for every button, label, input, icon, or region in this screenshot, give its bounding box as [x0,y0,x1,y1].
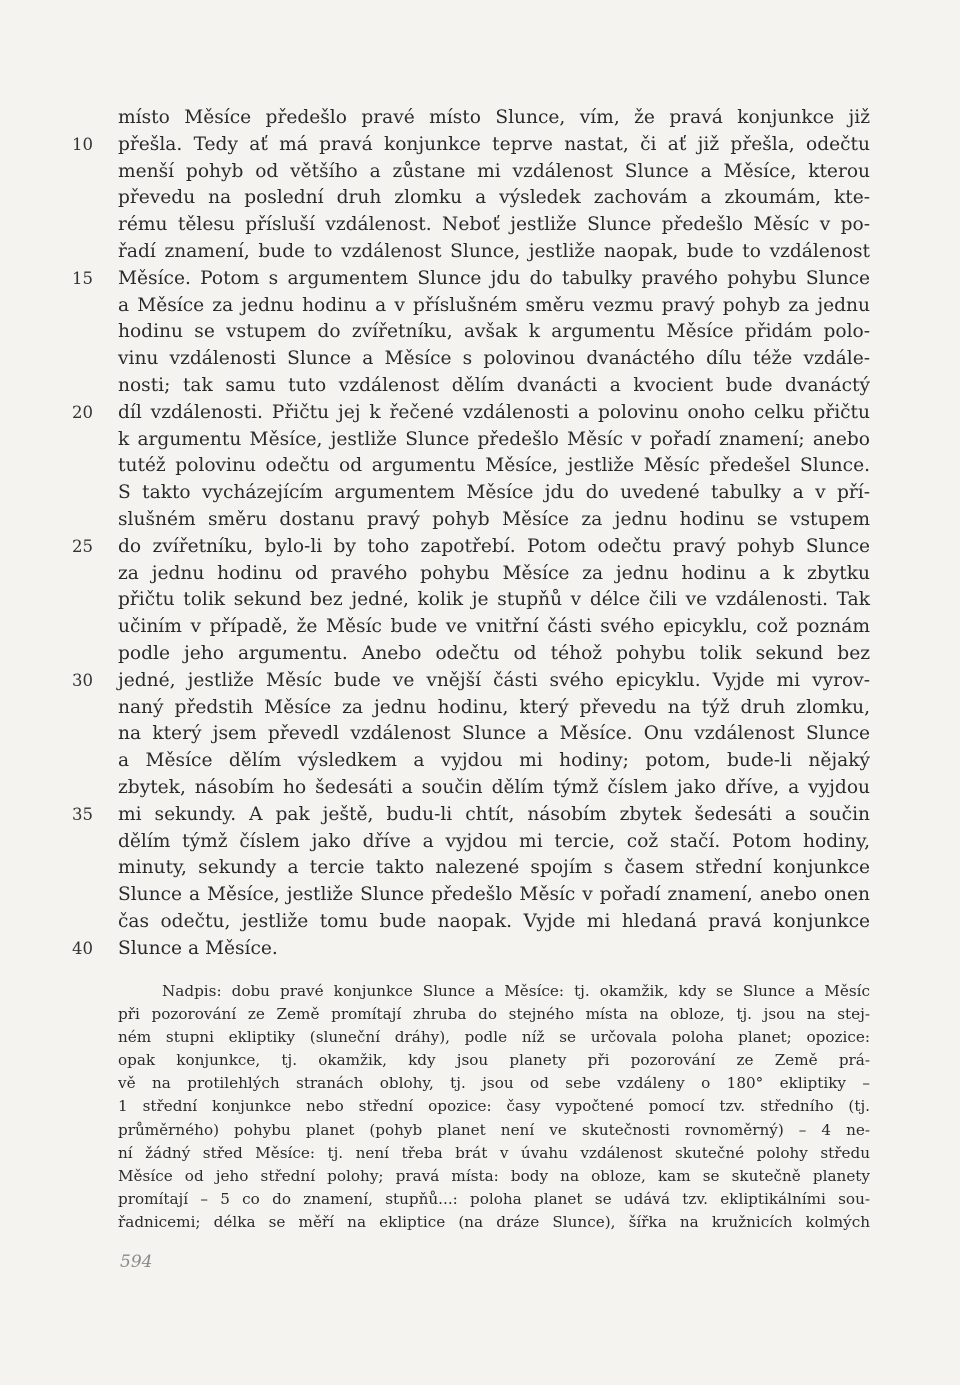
main-text [118,105,870,963]
text-line: podle jeho argumentu. Anebo odečtu od téhož pohybu tolik sekund bez [118,642,870,664]
text-line: tutéž polovinu odečtu od argumentu Měsíce, jestliže Měsíc předešel Slunce. [118,455,870,477]
text-line: jedné, jestliže Měsíc bude ve vnější části svého epicyklu. Vyjde mi vyrov- [118,669,870,691]
line-number: 10 [72,134,93,154]
line-number: 40 [72,938,93,958]
text-line: mi sekundy. A pak ještě, budu-li chtít, násobím zbytek šedesáti a součin [118,803,870,825]
footnote-line: řadnicemi; délka se měří na ekliptice (na dráze Slunce), šířka na kružnicích kolmých [118,1212,870,1231]
footnote-line: 1 střední konjunkce nebo střední opozice: časy vypočtené pomocí tzv. středního (tj. [118,1097,870,1116]
text-line: nosti; tak samu tuto vzdálenost dělím dvanácti a kvocient bude dvanáctý [118,374,870,396]
text-line: za jednu hodinu od pravého pohybu Měsíce za jednu hodinu a k zbytku [118,562,870,584]
text-line: a Měsíce za jednu hodinu a v příslušném směru vezmu pravý pohyb za jednu [118,294,870,316]
text-line: převedu na poslední druh zlomku a výsledek zachovám a zkoumám, kte- [118,187,870,209]
text-line: přešla. Tedy ať má pravá konjunkce teprve nastat, či ať již přešla, odečtu [118,133,870,155]
line-number: 30 [72,670,93,690]
footnote-line: opak konjunkce, tj. okamžik, kdy jsou planety při pozorování ze Země prá- [118,1051,870,1070]
page-number: 594 [120,1252,153,1272]
footnote-block [118,980,870,1234]
text-line: přičtu tolik sekund bez jedné, kolik je stupňů v délce čili ve vzdálenosti. Tak [118,589,870,611]
footnote-line: průměrného) pohybu planet (pohyb planet není ve skutečnosti rovnoměrný) – 4 ne- [118,1120,870,1139]
text-line: díl vzdálenosti. Přičtu jej k řečené vzdálenosti a polovinu onoho celku přičtu [118,401,870,423]
text-line: k argumentu Měsíce, jestliže Slunce předešlo Měsíc v pořadí znamení; anebo [118,428,870,450]
line-number: 20 [72,402,93,422]
text-line: Měsíce. Potom s argumentem Slunce jdu do tabulky pravého pohybu Slunce [118,267,870,289]
text-line: minuty, sekundy a tercie takto nalezené spojím s časem střední konjunkce [118,857,870,879]
footnote-line: při pozorování ze Země promítají zhruba do stejného místa na obloze, tj. jsou na stej- [118,1005,870,1024]
text-line: rému tělesu přísluší vzdálenost. Neboť jestliže Slunce předešlo Měsíc v po- [118,214,870,236]
text-line: naný předstih Měsíce za jednu hodinu, který převedu na týž druh zlomku, [118,696,870,718]
text-line: místo Měsíce předešlo pravé místo Slunce, vím, že pravá konjunkce již [118,107,870,128]
text-line: S takto vycházejícím argumentem Měsíce jdu do uvedené tabulky a v pří- [118,482,870,504]
footnote-line: Nadpis: dobu pravé konjunkce Slunce a Měsíce: tj. okamžik, kdy se Slunce a Měsíc [162,982,870,1000]
line-number: 25 [72,536,93,556]
text-line: vinu vzdálenosti Slunce a Měsíce s polovinou dvanáctého dílu téže vzdále- [118,348,870,370]
footnote-line: Měsíce od jeho střední polohy; pravá místa: body na obloze, kam se skutečně planety [118,1166,870,1185]
text-line: řadí znamení, bude to vzdálenost Slunce, jestliže naopak, bude to vzdálenost [118,240,870,262]
line-number: 15 [72,268,93,288]
text-line: Slunce a Měsíce, jestliže Slunce předešlo Měsíc v pořadí znamení, anebo onen [118,884,870,906]
footnote-line: vě na protilehlých stranách oblohy, tj. jsou od sebe vzdáleny o 180° ekliptiky – [118,1074,870,1093]
text-line: menší pohyb od většího a zůstane mi vzdálenost Slunce a Měsíce, kterou [118,160,870,182]
footnote-line: ném stupni ekliptiky (sluneční dráhy), podle níž se určovala poloha planet; opozice: [118,1028,870,1047]
footnote-line: promítají – 5 co do znamení, stupňů...: poloha planet se udává tzv. ekliptikálními sou- [118,1189,870,1208]
text-line: slušném směru dostanu pravý pohyb Měsíce za jednu hodinu se vstupem [118,508,870,530]
text-line: hodinu se vstupem do zvířetníku, avšak k argumentu Měsíce přidám polo- [118,321,870,343]
text-line: Slunce a Měsíce. [118,937,278,959]
line-number: 35 [72,804,93,824]
text-line: dělím týmž číslem jako dříve a vyjdou mi tercie, což stačí. Potom hodiny, [118,830,870,852]
text-line: učiním v případě, že Měsíc bude ve vnitřní části svého epicyklu, což poznám [118,616,870,638]
text-line: na který jsem převedl vzdálenost Slunce a Měsíce. Onu vzdálenost Slunce [118,723,870,745]
footnote-line: ní žádný střed Měsíce: tj. není třeba brát v úvahu vzdálenost skutečné polohy středu [118,1143,870,1162]
text-line: čas odečtu, jestliže tomu bude naopak. Vyjde mi hledaná pravá konjunkce [118,910,870,932]
text-line: a Měsíce dělím výsledkem a vyjdou mi hodiny; potom, bude-li nějaký [118,750,870,772]
text-line: do zvířetníku, bylo-li by toho zapotřebí. Potom odečtu pravý pohyb Slunce [118,535,870,557]
text-line: zbytek, násobím ho šedesáti a součin dělím týmž číslem jako dříve, a vyjdou [118,776,870,798]
